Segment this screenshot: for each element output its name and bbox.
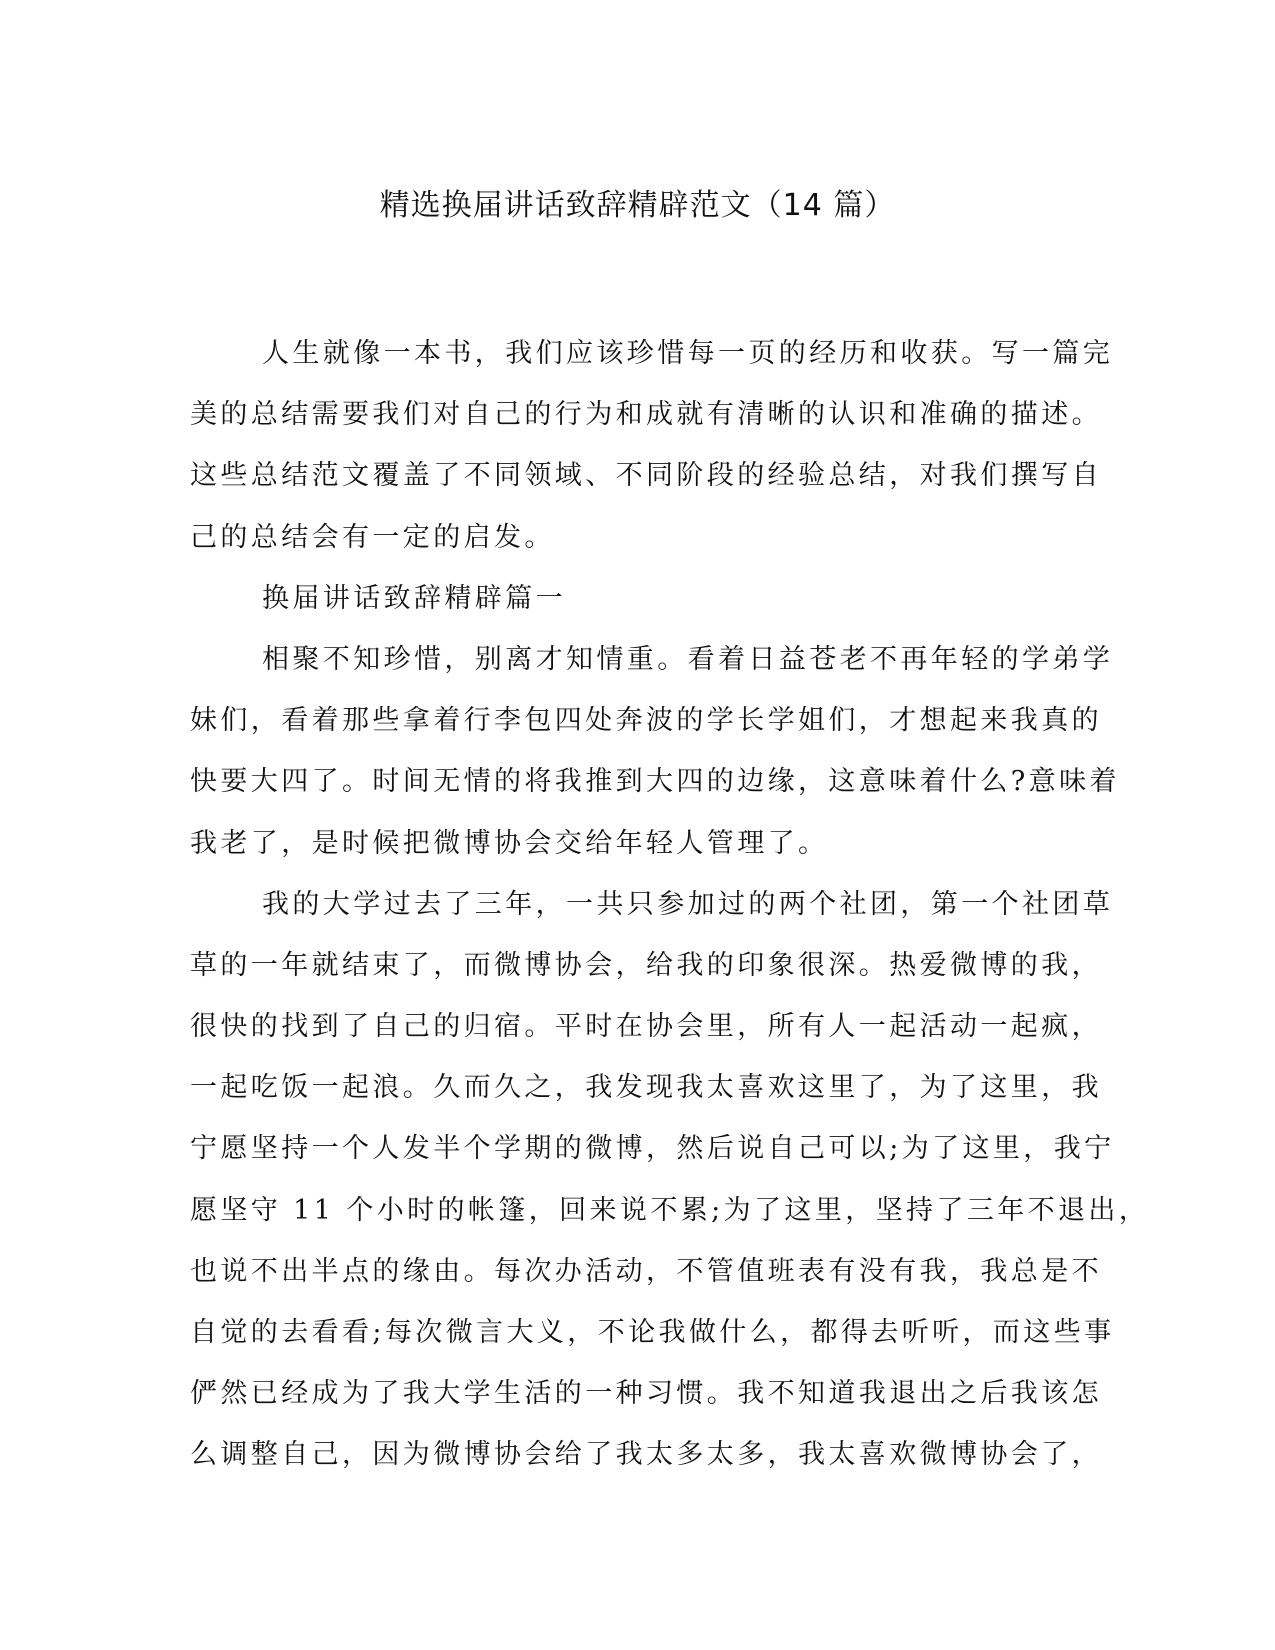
- document-title: 精选换届讲话致辞精辟范文（14 篇）: [379, 188, 896, 223]
- paragraph-1-line-4: 我老了，是时候把微博协会交给年轻人管理了。: [190, 827, 829, 859]
- intro-line-4: 己的总结会有一定的启发。: [190, 521, 555, 553]
- document-body: [190, 323, 1150, 1486]
- intro-line-2: 美的总结需要我们对自己的行为和成就有清晰的认识和准确的描述。: [190, 399, 1102, 431]
- intro-line-3: 这些总结范文覆盖了不同领域、不同阶段的经验总结，对我们撰写自: [190, 460, 1102, 492]
- paragraph-2-line-9: 俨然已经成为了我大学生活的一种习惯。我不知道我退出之后我该怎: [190, 1378, 1102, 1410]
- paragraph-2-line-4: 一起吃饭一起浪。久而久之，我发现我太喜欢这里了，为了这里，我: [190, 1072, 1102, 1104]
- paragraph-2-line-10: 么调整自己，因为微博协会给了我太多太多，我太喜欢微博协会了，: [190, 1439, 1102, 1471]
- paragraph-2-line-7: 也说不出半点的缘由。每次办活动，不管值班表有没有我，我总是不: [190, 1255, 1102, 1287]
- paragraph-1-line-2: 妹们，看着那些拿着行李包四处奔波的学长学姐们，才想起来我真的: [190, 705, 1102, 737]
- paragraph-2-line-5: 宁愿坚持一个人发半个学期的微博，然后说自己可以;为了这里，我宁: [190, 1133, 1115, 1165]
- paragraph-2-line-8: 自觉的去看看;每次微言大义，不论我做什么，都得去听听，而这些事: [190, 1317, 1115, 1348]
- paragraph-2-line-3: 很快的找到了自己的归宿。平时在协会里，所有人一起活动一起疯，: [190, 1011, 1102, 1043]
- paragraph-2-line-6: 愿坚守 11 个小时的帐篷，回来说不累;为了这里，坚持了三年不退出，: [190, 1194, 1150, 1226]
- paragraph-1-line-3: 快要大四了。时间无情的将我推到大四的边缘，这意味着什么?意味着: [190, 766, 1120, 798]
- paragraph-2-line-2: 草的一年就结束了，而微博协会，给我的印象很深。热爱微博的我，: [190, 949, 1102, 981]
- intro-line-1: 人生就像一本书，我们应该珍惜每一页的经历和收获。写一篇完: [262, 338, 1114, 369]
- paragraph-1-line-1: 相聚不知珍惜，别离才知情重。看着日益苍老不再年轻的学弟学: [262, 643, 1114, 675]
- paragraph-2-line-1: 我的大学过去了三年，一共只参加过的两个社团，第一个社团草: [262, 888, 1114, 920]
- section-heading: 换届讲话致辞精辟篇一: [262, 582, 566, 614]
